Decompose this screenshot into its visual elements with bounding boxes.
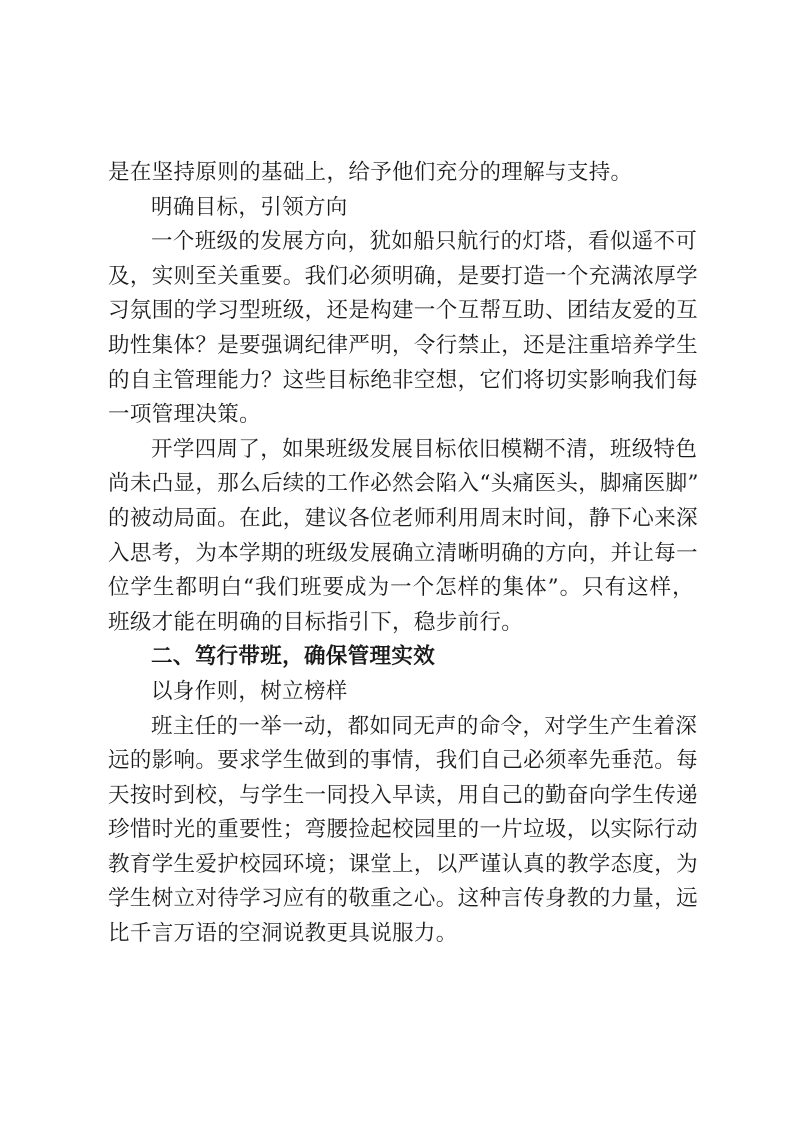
paragraph-line: 班主任的一举一动，都如同无声的命令，对学生产生着深 xyxy=(151,713,698,739)
paragraph-line: 位学生都明白“我们班要成为一个怎样的集体”。只有这样， xyxy=(108,575,694,601)
subheading-clarify-goals: 明确目标，引领方向 xyxy=(151,194,348,220)
paragraph-line: 天按时到校，与学生一同投入早读，用自己的勤奋向学生传递 xyxy=(108,782,698,808)
paragraph-line: 一项管理决策。 xyxy=(108,402,261,428)
paragraph-line: 远的影响。要求学生做到的事情，我们自己必须率先垂范。每 xyxy=(108,748,698,774)
paragraph-line: 习氛围的学习型班级，还是构建一个互帮互助、团结友爱的互 xyxy=(108,298,698,324)
paragraph-line: 及，实则至关重要。我们必须明确，是要打造一个充满浓厚学 xyxy=(108,263,698,289)
paragraph-line: 一个班级的发展方向，犹如船只航行的灯塔，看似遥不可 xyxy=(151,229,698,255)
paragraph-line: 入思考，为本学期的班级发展确立清晰明确的方向，并让每一 xyxy=(108,540,698,566)
paragraph-line: 是在坚持原则的基础上，给予他们充分的理解与支持。 xyxy=(108,160,633,185)
paragraph-line: 班级才能在明确的目标指引下，稳步前行。 xyxy=(108,609,524,635)
paragraph-line: 的被动局面。在此，建议各位老师利用周末时间，静下心来深 xyxy=(108,505,698,531)
section-heading-2: 二、笃行带班，确保管理实效 xyxy=(151,644,436,670)
document-body xyxy=(108,156,699,952)
paragraph-line: 尚未凸显，那么后续的工作必然会陷入“头痛医头，脚痛医脚” xyxy=(108,471,699,497)
paragraph-line: 比千言万语的空洞说教更具说服力。 xyxy=(108,921,458,947)
paragraph-line: 学生树立对待学习应有的敬重之心。这种言传身教的力量，远 xyxy=(108,886,698,912)
paragraph-line: 的自主管理能力？这些目标绝非空想，它们将切实影响我们每 xyxy=(108,367,698,393)
paragraph-line: 珍惜时光的重要性；弯腰捡起校园里的一片垃圾，以实际行动 xyxy=(108,817,698,843)
paragraph-line: 开学四周了，如果班级发展目标依旧模糊不清，班级特色 xyxy=(151,436,698,462)
paragraph-line: 助性集体？是要强调纪律严明，令行禁止，还是注重培养学生 xyxy=(108,332,698,358)
subheading-lead-by-example: 以身作则，树立榜样 xyxy=(151,678,348,704)
paragraph-line: 教育学生爱护校园环境；课堂上，以严谨认真的教学态度，为 xyxy=(108,851,698,877)
